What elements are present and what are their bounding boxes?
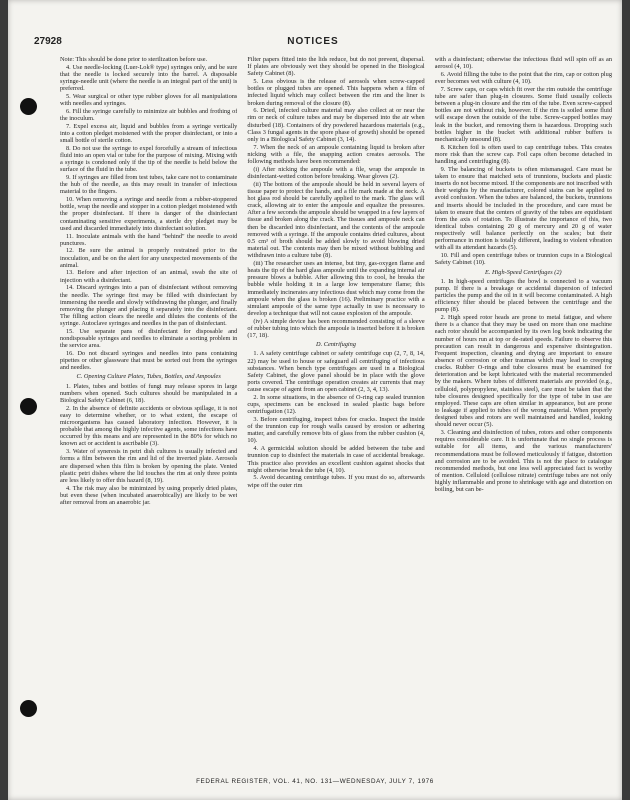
paragraph: 8. Do not use the syringe to expel forcefully a stream of infectious fluid into an open vial or tube for the purpose of mixing. Mixing with a syringe is condoned only if the tip of the needle is held below the surface of the fluid in the tube. [60,144,238,174]
paragraph: (i) After nicking the ampoule with a file, wrap the ampoule in disinfectant-wetted cotton before breaking. Wear gloves (2). [247,165,425,180]
paragraph: 3. Water of syneresis in petri dish cultures is usually infected and forms a film between the rim and lid of the inverted plate. Aerosols are dispersed when this film is broken by opening the plate. Vented plastic petri dishes where the lid touches the rim at only three points are less likely to offer this hazard (8, 19). [60,448,238,484]
text-columns [60,56,612,768]
document-page [8,0,622,800]
paragraph: (iii) The researcher uses an intense, but tiny, gas-oxygen flame and heats the tip of the hard glass ampoule until the expanding internal air pressure blows a bubble. After allowing this to cool, he breaks the bubble while holding it in a large low temperature flame; this immediately incinerates any infectious dust which may come from the ampoule when the glass is broken (16). Preliminary practice with a simulant ampoule of the same type actually in use is necessary to develop a technique that will not cause explosion of the ampoule. [247,259,425,318]
page-footer: FEDERAL REGISTER, VOL. 41, NO. 131—WEDNESDAY, JULY 7, 1976 [196,778,434,785]
paragraph: 2. In the absence of definite accidents or obvious spillage, it is not easy to determine whether, or to what extent, the escape of microorganisms has caused laboratory infection. However, it is probable that among the highly infective agents, some infections have occurred by this means and are represented in the 80% for which no known act or accident is ascribable (3). [60,404,238,448]
paragraph: 9. The balancing of buckets is often mismanaged. Care must be taken to ensure that matched sets of trunnions, buckets and plastic inserts do not become mixed. If the components are not inscribed with their weights by the manufacturer, colored stains can be applied to avoid confusion. When the tubes are balanced, the buckets, trunnions and inserts should be included in the procedure, and care must be taken to ensure that the centers of gravity of the tubes are equidistant from the axis of rotation. To illustrate the importance of this, two identical tubes containing 20 g of mercury and 20 g of water respectively will balance perfectly on the scales; but their performance in motion is totally different, leading to violent vibration with all its attendant hazards (5). [434,165,612,252]
paragraph: 3. Before centrifuging, inspect tubes for cracks. Inspect the inside of the trunnion cup for rough walls caused by erosion or adhering matter, and carefully remove bits of glass from the rubber cushion (4, 10). [247,416,425,445]
paragraph: 4. Use needle-locking (Luer-Lok® type) syringes only, and be sure that the needle is locked securely into the barrel. A disposable syringe-needle unit (where the needle is an integral part of the unit) is preferred. [60,63,238,93]
paragraph: 12. Be sure the animal is properly restrained prior to the inoculation, and be on the alert for any unexpected movements of the animal. [60,247,238,269]
section-title: NOTICES [287,36,339,47]
paragraph: 1. A safety centrifuge cabinet or safety centrifuge cup (2, 7, 8, 14, 22) may be used to house or safeguard all centrifuging of infectious substances. When bench type centrifuges are used in a Biological Safety Cabinet, the glove panel should be in place with the glove ports covered. The centrifuge operation creates air currents that may cause escape of agent from an open cabinet (2, 3, 4, 13). [247,350,425,394]
paragraph: 6. Dried, infected culture material may also collect at or near the rim or neck of culture tubes and may be dispersed into the air when disturbed (18). Containers of dry powdered hazardous materials (e.g., Class 3 fungal agents in the spore phase of growth) should be opened only in a Biological Safety Cabinet (3, 14). [247,107,425,143]
paragraph: (ii) The bottom of the ampoule should be held in several layers of tissue paper to protect the hands, and a file mark made at the neck. A hot glass rod should be carefully applied to the mark. The glass will crack, allowing air to enter the ampoule and equalize the pressures. After a few seconds the ampoule should be wrapped in a few layers of tissue and broken along the crack. The tissues and ampoule neck can then be discarded into disinfectant, and the contents of the ampoule removed with a syringe. If the ampoule contains dried cultures, about 0.5 cm³ of broth should be added slowly to avoid blowing dried material out. The contents may then be mixed without bubbling and withdrawn into a culture tube (8). [247,180,425,260]
section-subheading: E. High-Speed Centrifuges (2) [485,268,562,276]
paragraph: with a disinfectant; otherwise the infectious fluid will spin off as an aerosol (4, 10). [434,56,612,71]
column-left [60,56,237,768]
paragraph: 1. In high-speed centrifuges the bowl is connected to a vacuum pump. If there is a breakage or accidental dispersion of infected particles the pump and the oil in it will become contaminated. A high efficiency filter should be placed between the centrifuge and the pump (8). [434,277,612,314]
paragraph: 7. Screw caps, or caps which fit over the rim outside the centrifuge tube are safer than plug-in closures. Some fluid usually collects between a plug-in closure and the rim of the tube. Even screw-capped bottles are not without risk, however. If the rim is soiled some fluid will escape down the outside of the tube. Screw-capped bottles may leak in the bucket, and removing them is hazardous. Dropping such bottles higher in the bucket with additional rubber buffers is mechanically unsound (8). [434,85,612,143]
paragraph: 13. Before and after injection of an animal, swab the site of injection with a disinfectant. [60,269,238,284]
binder-hole [20,700,37,717]
paragraph: 10. When removing a syringe and needle from a rubber-stoppered bottle, wrap the needle and stopper in a cotton pledget moistened with the proper disinfectant. If there is danger of the disinfectant contaminating sensitive experiments, a sterile dry pledget may be used and discarded immediately into disinfectant solution. [60,196,238,232]
paragraph: 5. Less obvious is the release of aerosols when screw-capped bottles or plugged tubes are opened. This happens when a film of infected liquid which may collect between the rim and the liner is broken during removal of the closure (8). [247,78,425,107]
paragraph: 1. Plates, tubes and bottles of fungi may release spores in large numbers when opened. Such cultures should be manipulated in a Biological Safety Cabinet (6, 18). [60,382,238,404]
paragraph: 6. Avoid filling the tube to the point that the rim, cap or cotton plug ever becomes wet with culture (4, 10). [434,70,612,86]
paragraph: 6. Fill the syringe carefully to minimize air bubbles and frothing of the inoculum. [60,107,238,123]
column-middle [247,56,424,768]
paragraph: 5. Wear surgical or other type rubber gloves for all manipulations with needles and syringes. [60,92,238,108]
page-number: 27928 [34,36,62,47]
binder-hole [20,398,37,415]
paragraph: 4. A germicidal solution should be added between the tube and trunnion cup to disinfect the materials in case of accidental breakage. This practice also provides an excellent cushion against shocks that might otherwise break the tube (4, 10). [247,445,425,474]
paragraph: 11. Inoculate animals with the hand "behind" the needle to avoid punctures. [60,232,238,247]
paragraph: (iv) A simple device has been recommended consisting of a sleeve of rubber tubing into which the ampoule is inserted before it is broken (17, 18). [247,317,425,340]
column-right [435,56,612,768]
paragraph: Note: This should be done prior to sterilization before use. [60,56,208,63]
page-header [34,36,592,52]
paragraph: 16. Do not discard syringes and needles into pans containing pipettes or other glassware that must be sorted out from the syringes and needles. [60,349,238,372]
paragraph: 10. Fill and open centrifuge tubes or trunnion cups in a Biological Safety Cabinet (10). [434,252,612,267]
paragraph: 4. The risk may also be minimized by using properly dried plates, but even these (when incubated anaerobically) are likely to be wet after removal from an anaerobic jar. [60,484,238,506]
paragraph: 15. Use separate pans of disinfectant for disposable and nondisposable syringes and needles to eliminate a sorting problem in the service area. [60,327,238,350]
paragraph: 14. Discard syringes into a pan of disinfectant without removing the needle. The syringe first may be filled with disinfectant by immersing the needle and slowly withdrawing the plunger, and finally removing the plunger and placing it separately into the disinfectant. The filling action clears the needle and dilutes the contents of the syringe. Autoclave syringes and needles in the pan of disinfectant. [60,284,238,328]
paragraph: 2. High speed rotor heads are prone to metal fatigue, and where there is a chance that they may be used on more than one machine each rotor should be accompanied by its own log book indicating the number of hours run at top or de-rated speeds. Failure to observe this precaution can result in dangerous and expensive disintegration. Frequent inspection, cleaning and drying are important to ensure absence of corrosion or other traumas which may lead to creeping cracks. Rubber O-rings and tube closures must be examined for deterioration and be kept lubricated with the material recommended by the makers. Where tubes of different materials are provided (e.g., celluloid, polypropylene, stainless steel), care must be taken that the tube closures designed specifically for the type of tube in use are employed. These caps are often similar in appearance, but are prone to leakage if applied to tubes of the wrong material. When properly designed tubes and rotors are well maintained and handled, leaking should never occur (5). [434,314,612,429]
paragraph: 5. Avoid decanting centrifuge tubes. If you must do so, afterwards wipe off the outer rim [247,474,425,489]
paragraph: 9. If syringes are filled from test tubes, take care not to contaminate the hub of the needle, as this may result in transfer of infectious material to the fingers. [60,174,238,196]
paragraph: 2. In some situations, in the absence of O-ring cap sealed trunnion cups, specimens can be enclosed in sealed plastic bags before centrifugation (12). [247,393,425,416]
section-subheading: D. Centrifuging [316,341,356,349]
paragraph: Filter papers fitted into the lids reduce, but do not prevent, dispersal. If plates are obviously wet they should be opened in the Biological Safety Cabinet (8). [247,56,425,78]
binder-hole [20,98,37,115]
paragraph: 3. Cleaning and disinfection of tubes, rotors and other components requires considerable care. It is unfortunate that no single process is suitable for all items, and the various manufacturers' recommendations must be followed meticulously if fatigue, distortion and corrosion are to be avoided. This is not the place to catalogue recommended methods, but one less well appreciated fact is worthy of mention. Celluloid (cellulose nitrate) centrifuge tubes are not only highly inflammable and prone to shrinkage with age and distortion on boiling, but can be- [434,429,612,494]
paragraph: 7. Expel excess air, liquid and bubbles from a syringe vertically into a cotton pledget moistened with the proper disinfectant, or into a small bottle of sterile cotton. [60,122,238,145]
paragraph: 7. When the neck of an ampoule containing liquid is broken after nicking with a file, the snapping action creates aerosols. The following methods have been recommended: [247,143,425,165]
paragraph: 8. Kitchen foil is often used to cap centrifuge tubes. This creates more risk than the screw cap. Foil caps often become detached in handling and centrifuging (8). [434,143,612,165]
section-subheading: C. Opening Culture Plates, Tubes, Bottles, and Ampoules [76,373,221,381]
